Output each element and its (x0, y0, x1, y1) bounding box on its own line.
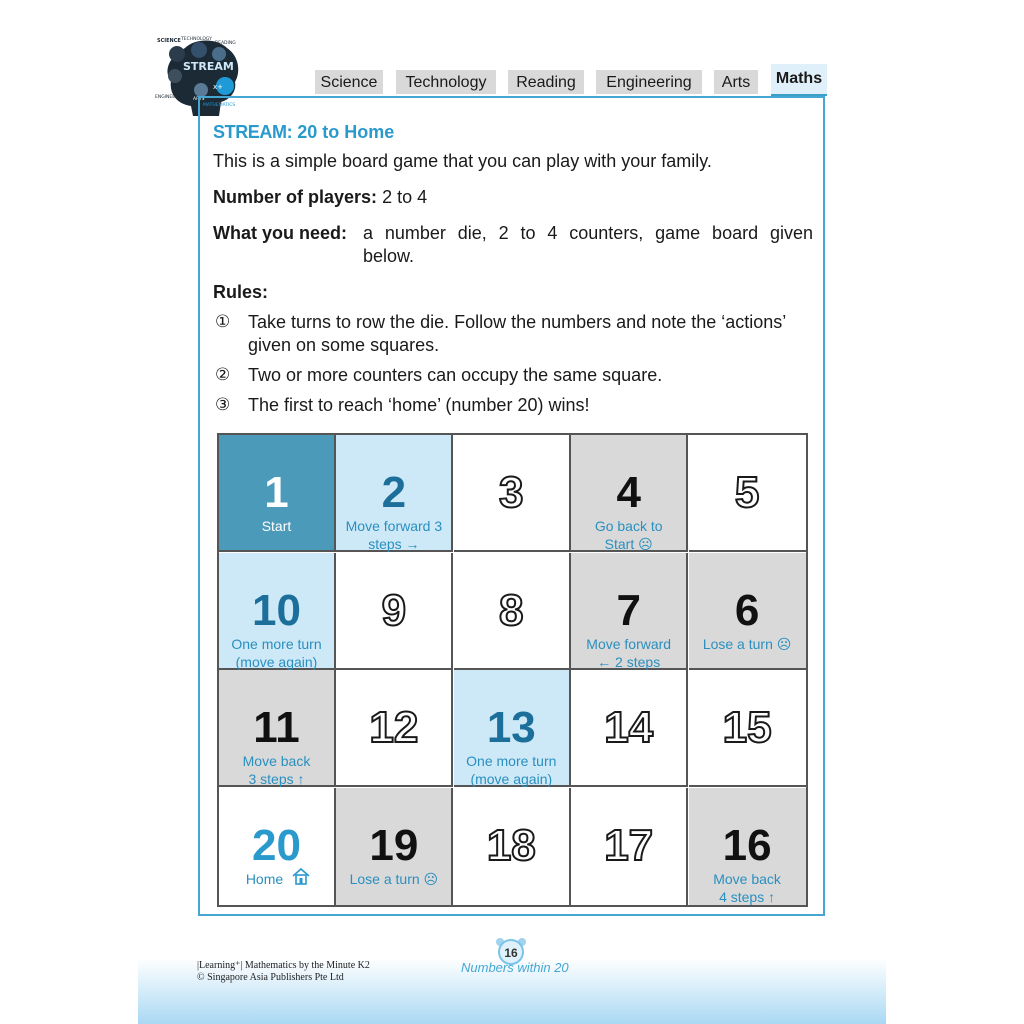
players-line (213, 186, 427, 209)
square-number: 4 (616, 468, 641, 517)
rule-marker-1: ① (215, 312, 231, 331)
square-action-line-2: (move again) (470, 771, 553, 787)
square-action-line-2: 4 steps ↑ (719, 888, 776, 905)
board-square-1 (219, 435, 336, 552)
square-action: Lose a turn ☹ (349, 870, 439, 887)
tab-technology[interactable]: Technology (396, 70, 496, 94)
rule-3-line-1: The first to reach ‘home’ (number 20) wins! (248, 395, 590, 415)
players-value: 2 to 4 (382, 187, 428, 207)
square-number: 10 (252, 585, 301, 635)
square-action: One more turn (231, 635, 322, 652)
tab-maths[interactable]: Maths (771, 64, 827, 96)
footer-chapter: Numbers within 20 (461, 960, 569, 975)
players-label: Number of players: (213, 187, 378, 207)
title-prefix: STREAM: (213, 122, 293, 142)
footer-copyright: © Singapore Asia Publishers Pte Ltd (197, 972, 344, 983)
board-square-18 (454, 788, 571, 905)
intro-text: This is a simple board game that you can play with your family. (213, 151, 712, 171)
square-action-line-2: (move again) (235, 653, 318, 670)
board-square-8 (454, 553, 571, 670)
board-square-20 (219, 788, 336, 905)
footer-credits (197, 960, 370, 984)
svg-text:TECHNOLOGY: TECHNOLOGY (181, 37, 212, 42)
square-number: 16 (722, 820, 772, 870)
svg-text:MATHEMATICS: MATHEMATICS (203, 103, 236, 108)
rule-marker-2: ② (215, 365, 231, 384)
board-square-16 (689, 788, 806, 905)
board-square-15 (689, 670, 806, 787)
square-action-line-2: steps → (368, 536, 420, 552)
svg-text:SCIENCE: SCIENCE (157, 38, 181, 44)
square-number: 7 (616, 585, 641, 635)
board-square-4 (571, 435, 688, 552)
square-action: Move back (242, 753, 311, 769)
board-square-2 (336, 435, 453, 552)
game-board (217, 433, 808, 907)
square-action-line-2: Start ☹ (604, 536, 653, 552)
page-title (213, 122, 394, 143)
board-square-12 (336, 670, 453, 787)
square-number: 9 (381, 585, 407, 635)
house-icon (291, 866, 311, 886)
svg-text:STREAM: STREAM (183, 60, 234, 73)
board-square-9 (336, 553, 453, 670)
square-number: 11 (253, 703, 300, 752)
square-action: Home (245, 870, 284, 887)
rule-1-line-1: Take turns to row the die. Follow the numbers and note the ‘actions’ (248, 312, 787, 332)
board-square-5 (689, 435, 806, 552)
page-number: 16 (504, 946, 518, 960)
square-action: Move forward (586, 635, 672, 652)
tab-engineering[interactable]: Engineering (596, 70, 702, 94)
board-square-17 (571, 788, 688, 905)
need-line-1: a number die, 2 to 4 counters, game board given (363, 223, 813, 243)
square-action: Lose a turn ☹ (702, 635, 792, 652)
tab-arts[interactable]: Arts (714, 70, 758, 94)
tab-reading[interactable]: Reading (508, 70, 584, 94)
square-number: 3 (499, 468, 524, 517)
board-square-6 (689, 553, 806, 670)
square-number: 12 (369, 703, 419, 752)
board-square-7 (571, 553, 688, 670)
square-action: Go back to (594, 518, 663, 534)
rule-marker-3: ③ (215, 395, 231, 414)
footer-brand: |Learning⁺| Mathematics by the Minute K2 (197, 960, 370, 971)
board-square-3 (454, 435, 571, 552)
board-square-10 (219, 553, 336, 670)
square-number: 6 (734, 585, 760, 635)
square-action: Move back (713, 870, 781, 887)
square-number: 5 (734, 468, 760, 517)
need-line-2: below. (363, 246, 415, 266)
board-square-19 (336, 788, 453, 905)
board-square-11 (219, 670, 336, 787)
square-action: One more turn (466, 753, 557, 769)
square-number: 2 (381, 468, 407, 517)
square-number: 19 (369, 820, 419, 870)
square-action: Start (261, 518, 292, 534)
svg-text:READING: READING (215, 41, 236, 46)
svg-text:ENGINEERING: ENGINEERING (155, 95, 187, 100)
board-square-14 (571, 670, 688, 787)
title-name: 20 to Home (297, 122, 395, 142)
board-square-13 (454, 670, 571, 787)
square-number: 1 (264, 468, 289, 517)
square-action: Move forward 3 (345, 518, 443, 534)
square-number: 13 (486, 703, 536, 752)
rule-2-line-1: Two or more counters can occupy the same square. (248, 365, 663, 385)
rule-1-line-2: given on some squares. (248, 335, 440, 355)
square-action-line-2: 3 steps ↑ (248, 771, 305, 787)
square-number: 14 (604, 703, 654, 752)
square-number: 17 (604, 820, 654, 870)
rules-label: Rules: (213, 282, 269, 302)
square-number: 8 (499, 585, 524, 635)
need-label: What you need: (213, 223, 347, 243)
square-number: 20 (252, 820, 301, 870)
square-number: 15 (722, 703, 772, 752)
svg-text:ARTS: ARTS (193, 97, 205, 102)
square-number: 18 (486, 820, 536, 870)
tab-science[interactable]: Science (315, 70, 383, 94)
svg-text:x+: x+ (213, 83, 224, 91)
square-action-line-2: ← 2 steps (597, 653, 661, 670)
